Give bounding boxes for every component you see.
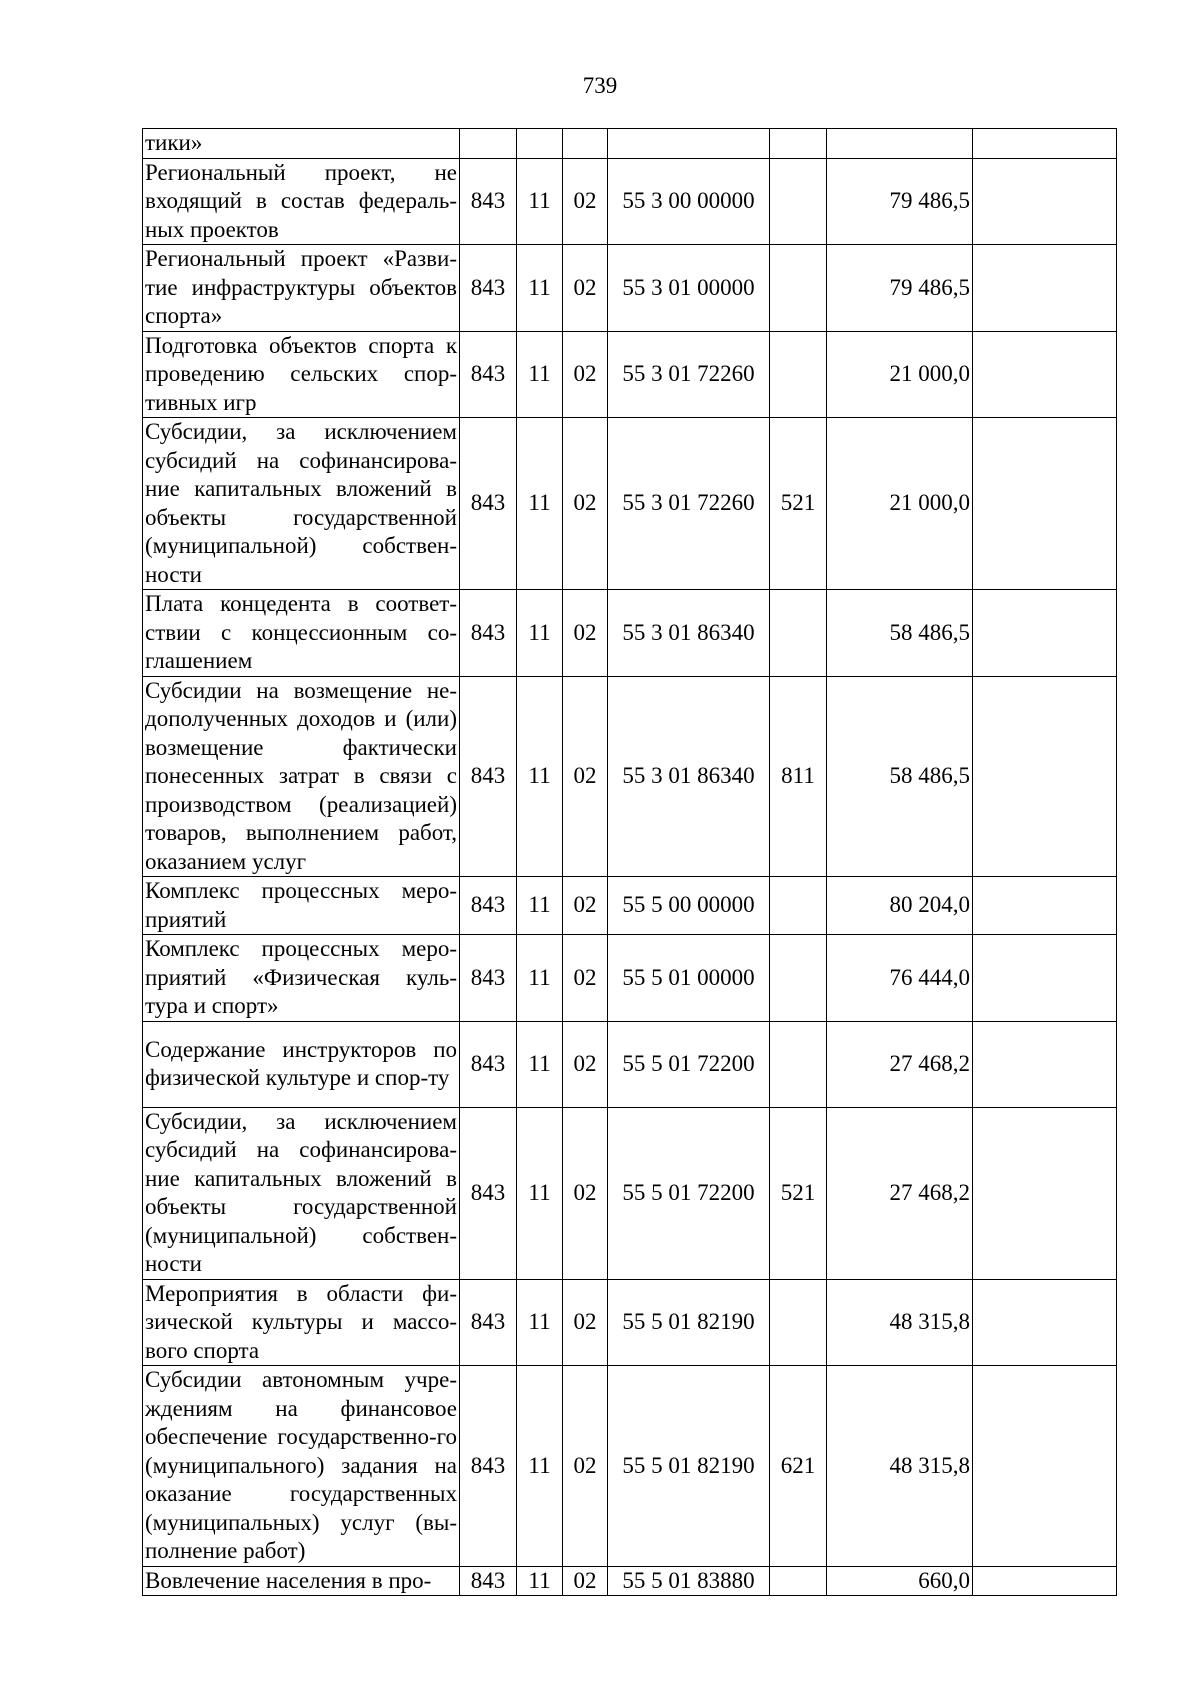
extra-cell: [973, 331, 1117, 418]
sum-cell: 80 204,0: [827, 877, 973, 935]
sum-cell: 660,0: [827, 1566, 973, 1596]
table-row: [143, 245, 1117, 332]
sum-cell: 58 486,5: [827, 676, 973, 877]
section-cell: 11: [517, 158, 563, 245]
subsection-cell: 02: [563, 590, 608, 677]
extra-cell: [973, 1279, 1117, 1366]
expense-type-cell: 811: [770, 676, 827, 877]
table-row: [143, 676, 1117, 877]
ved-cell: 843: [460, 590, 517, 677]
sum-cell: 76 444,0: [827, 935, 973, 1022]
row-name-cell: Вовлечение населения в про-: [143, 1566, 460, 1596]
ved-cell: 843: [460, 1366, 517, 1567]
sum-cell: 27 468,2: [827, 1107, 973, 1279]
section-cell: 11: [517, 877, 563, 935]
ved-cell: 843: [460, 245, 517, 332]
target-article-cell: 55 5 01 83880: [608, 1566, 770, 1596]
expense-type-cell: [770, 590, 827, 677]
row-name-cell: Плата концедента в соответ-ствии с концессионным со-глашением: [143, 590, 460, 677]
sum-cell: 58 486,5: [827, 590, 973, 677]
expense-type-cell: [770, 129, 827, 159]
section-cell: 11: [517, 1021, 563, 1107]
extra-cell: [973, 590, 1117, 677]
subsection-cell: 02: [563, 676, 608, 877]
ved-cell: 843: [460, 1107, 517, 1279]
subsection-cell: [563, 129, 608, 159]
extra-cell: [973, 1366, 1117, 1567]
ved-cell: [460, 129, 517, 159]
row-name-cell: Комплекс процессных меро-приятий: [143, 877, 460, 935]
subsection-cell: 02: [563, 418, 608, 590]
extra-cell: [973, 1566, 1117, 1596]
target-article-cell: 55 5 00 00000: [608, 877, 770, 935]
expense-type-cell: [770, 331, 827, 418]
expense-type-cell: [770, 877, 827, 935]
sum-cell: 27 468,2: [827, 1021, 973, 1107]
ved-cell: 843: [460, 418, 517, 590]
sum-cell: 79 486,5: [827, 245, 973, 332]
subsection-cell: 02: [563, 245, 608, 332]
section-cell: 11: [517, 1566, 563, 1596]
table-row: [143, 129, 1117, 159]
expense-type-cell: 521: [770, 1107, 827, 1279]
sum-cell: [827, 129, 973, 159]
section-cell: 11: [517, 1366, 563, 1567]
ved-cell: 843: [460, 676, 517, 877]
ved-cell: 843: [460, 935, 517, 1022]
target-article-cell: 55 5 01 72200: [608, 1107, 770, 1279]
target-article-cell: 55 3 01 72260: [608, 418, 770, 590]
extra-cell: [973, 418, 1117, 590]
ved-cell: 843: [460, 158, 517, 245]
expense-type-cell: [770, 1021, 827, 1107]
section-cell: 11: [517, 1279, 563, 1366]
subsection-cell: 02: [563, 331, 608, 418]
row-name-cell: Субсидии, за исключением субсидий на софинансирова-ние капитальных вложений в объекты государственной (муниципальной) собствен-ности: [143, 418, 460, 590]
expense-type-cell: 521: [770, 418, 827, 590]
row-name-cell: тики»: [143, 129, 460, 159]
sum-cell: 48 315,8: [827, 1366, 973, 1567]
section-cell: 11: [517, 590, 563, 677]
budget-table: [142, 128, 1117, 1596]
row-name-cell: Субсидии на возмещение не-дополученных доходов и (или) возмещение фактически понесенных затрат в связи с производством (реализацией) товаров, выполнением работ, оказанием услуг: [143, 676, 460, 877]
ved-cell: 843: [460, 1279, 517, 1366]
table-row: [143, 1566, 1117, 1596]
row-name-cell: Подготовка объектов спорта к проведению сельских спор-тивных игр: [143, 331, 460, 418]
ved-cell: 843: [460, 1566, 517, 1596]
section-cell: 11: [517, 331, 563, 418]
expense-type-cell: [770, 1566, 827, 1596]
subsection-cell: 02: [563, 877, 608, 935]
table-row: [143, 1366, 1117, 1567]
target-article-cell: 55 3 01 72260: [608, 331, 770, 418]
target-article-cell: 55 3 01 86340: [608, 676, 770, 877]
table-row: [143, 877, 1117, 935]
expense-type-cell: [770, 245, 827, 332]
ved-cell: 843: [460, 1021, 517, 1107]
expense-type-cell: [770, 1279, 827, 1366]
target-article-cell: 55 3 00 00000: [608, 158, 770, 245]
extra-cell: [973, 129, 1117, 159]
target-article-cell: 55 5 01 00000: [608, 935, 770, 1022]
row-name-cell: Мероприятия в области фи-зической культуры и массо-вого спорта: [143, 1279, 460, 1366]
table-row: [143, 935, 1117, 1022]
subsection-cell: 02: [563, 1279, 608, 1366]
subsection-cell: 02: [563, 1021, 608, 1107]
table-row: [143, 418, 1117, 590]
subsection-cell: 02: [563, 158, 608, 245]
subsection-cell: 02: [563, 1366, 608, 1567]
extra-cell: [973, 245, 1117, 332]
extra-cell: [973, 1107, 1117, 1279]
row-name-cell: Субсидии автономным учре-ждениям на финансовое обеспечение государственно-го (муниципального) задания на оказание государственных (муниципальных) услуг (вы-полнение работ): [143, 1366, 460, 1567]
target-article-cell: 55 5 01 82190: [608, 1366, 770, 1567]
table-row: [143, 590, 1117, 677]
subsection-cell: 02: [563, 1566, 608, 1596]
section-cell: 11: [517, 1107, 563, 1279]
sum-cell: 79 486,5: [827, 158, 973, 245]
ved-cell: 843: [460, 331, 517, 418]
expense-type-cell: [770, 935, 827, 1022]
sum-cell: 48 315,8: [827, 1279, 973, 1366]
row-name-cell: Субсидии, за исключением субсидий на софинансирова-ние капитальных вложений в объекты государственной (муниципальной) собствен-ности: [143, 1107, 460, 1279]
table-row: [143, 331, 1117, 418]
section-cell: [517, 129, 563, 159]
table-row: [143, 158, 1117, 245]
subsection-cell: 02: [563, 935, 608, 1022]
expense-type-cell: [770, 158, 827, 245]
section-cell: 11: [517, 245, 563, 332]
section-cell: 11: [517, 935, 563, 1022]
extra-cell: [973, 676, 1117, 877]
table-row: [143, 1021, 1117, 1107]
section-cell: 11: [517, 418, 563, 590]
row-name-cell: Содержание инструкторов по физической культуре и спор-ту: [143, 1021, 460, 1107]
row-name-cell: Региональный проект «Разви-тие инфраструктуры объектов спорта»: [143, 245, 460, 332]
target-article-cell: 55 3 01 86340: [608, 590, 770, 677]
target-article-cell: 55 5 01 72200: [608, 1021, 770, 1107]
section-cell: 11: [517, 676, 563, 877]
target-article-cell: [608, 129, 770, 159]
extra-cell: [973, 935, 1117, 1022]
extra-cell: [973, 1021, 1117, 1107]
target-article-cell: 55 3 01 00000: [608, 245, 770, 332]
row-name-cell: Комплекс процессных меро-приятий «Физическая куль-тура и спорт»: [143, 935, 460, 1022]
extra-cell: [973, 158, 1117, 245]
extra-cell: [973, 877, 1117, 935]
table-row: [143, 1107, 1117, 1279]
expense-type-cell: 621: [770, 1366, 827, 1567]
page-number: 739: [582, 73, 618, 98]
sum-cell: 21 000,0: [827, 331, 973, 418]
target-article-cell: 55 5 01 82190: [608, 1279, 770, 1366]
row-name-cell: Региональный проект, не входящий в состав федераль-ных проектов: [143, 158, 460, 245]
sum-cell: 21 000,0: [827, 418, 973, 590]
subsection-cell: 02: [563, 1107, 608, 1279]
ved-cell: 843: [460, 877, 517, 935]
table-row: [143, 1279, 1117, 1366]
